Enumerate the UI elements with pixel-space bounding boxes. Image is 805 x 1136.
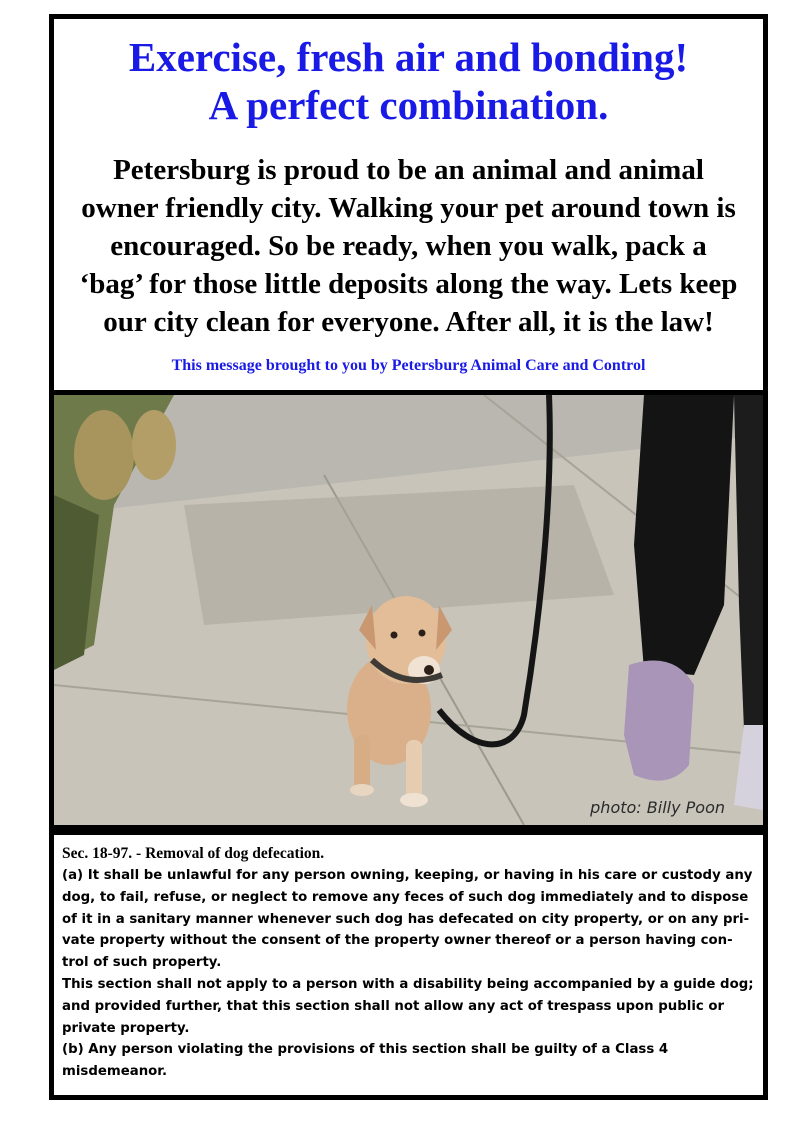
message-line: our city clean for everyone. After all, it is the law! [103, 306, 714, 338]
ordinance-line: of it in a sanitary manner whenever such dog has defecated on city property, or on any pri- [62, 911, 750, 927]
message-line: owner friendly city. Walking your pet around town is [81, 192, 736, 224]
message-box [49, 14, 768, 395]
photo-illustration [54, 395, 763, 825]
ordinance-box [49, 830, 768, 1100]
message-line: Petersburg is proud to be an animal and animal [113, 154, 704, 186]
ordinance-line: (b) Any person violating the provisions of this section shall be guilty of a Class 4 [62, 1042, 669, 1058]
sponsor-credit: This message brought to you by Petersburg Animal Care and Control [171, 357, 646, 374]
ordinance-text [62, 865, 755, 1083]
photo-credit: photo: Billy Poon [590, 798, 725, 817]
headline-line-2: A perfect combination. [208, 82, 609, 128]
ornamental-grass [132, 410, 176, 480]
message-line: encouraged. So be ready, when you walk, pack a [110, 230, 707, 262]
sneaker [624, 661, 694, 781]
ordinance-line: trol of such property. [62, 955, 222, 971]
message-body [54, 151, 763, 341]
ordinance-line: (a) It shall be unlawful for any person owning, keeping, or having in his care or custody any [62, 868, 753, 883]
ordinance-title: Sec. 18-97. - Removal of dog defecation. [62, 845, 325, 862]
headline [54, 19, 763, 129]
ordinance-line: private property. [62, 1020, 190, 1036]
dog-walking-photo [49, 390, 768, 830]
ornamental-grass [74, 410, 134, 500]
ordinance-line: This section shall not apply to a person with a disability being accompanied by a guide dog; [62, 976, 754, 992]
ordinance-line: misdemeanor. [62, 1064, 168, 1080]
ordinance-line: vate property without the consent of the property owner thereof or a person having con- [62, 933, 733, 949]
ordinance-line: dog, to fail, refuse, or neglect to remove any feces of such dog immediately and to dispose [62, 889, 749, 905]
headline-line-1: Exercise, fresh air and bonding! [128, 34, 689, 80]
message-line: ‘bag’ for those little deposits along the way. Lets keep [79, 268, 738, 300]
ordinance-line: and provided further, that this section shall not allow any act of trespass upon public or [62, 998, 725, 1014]
